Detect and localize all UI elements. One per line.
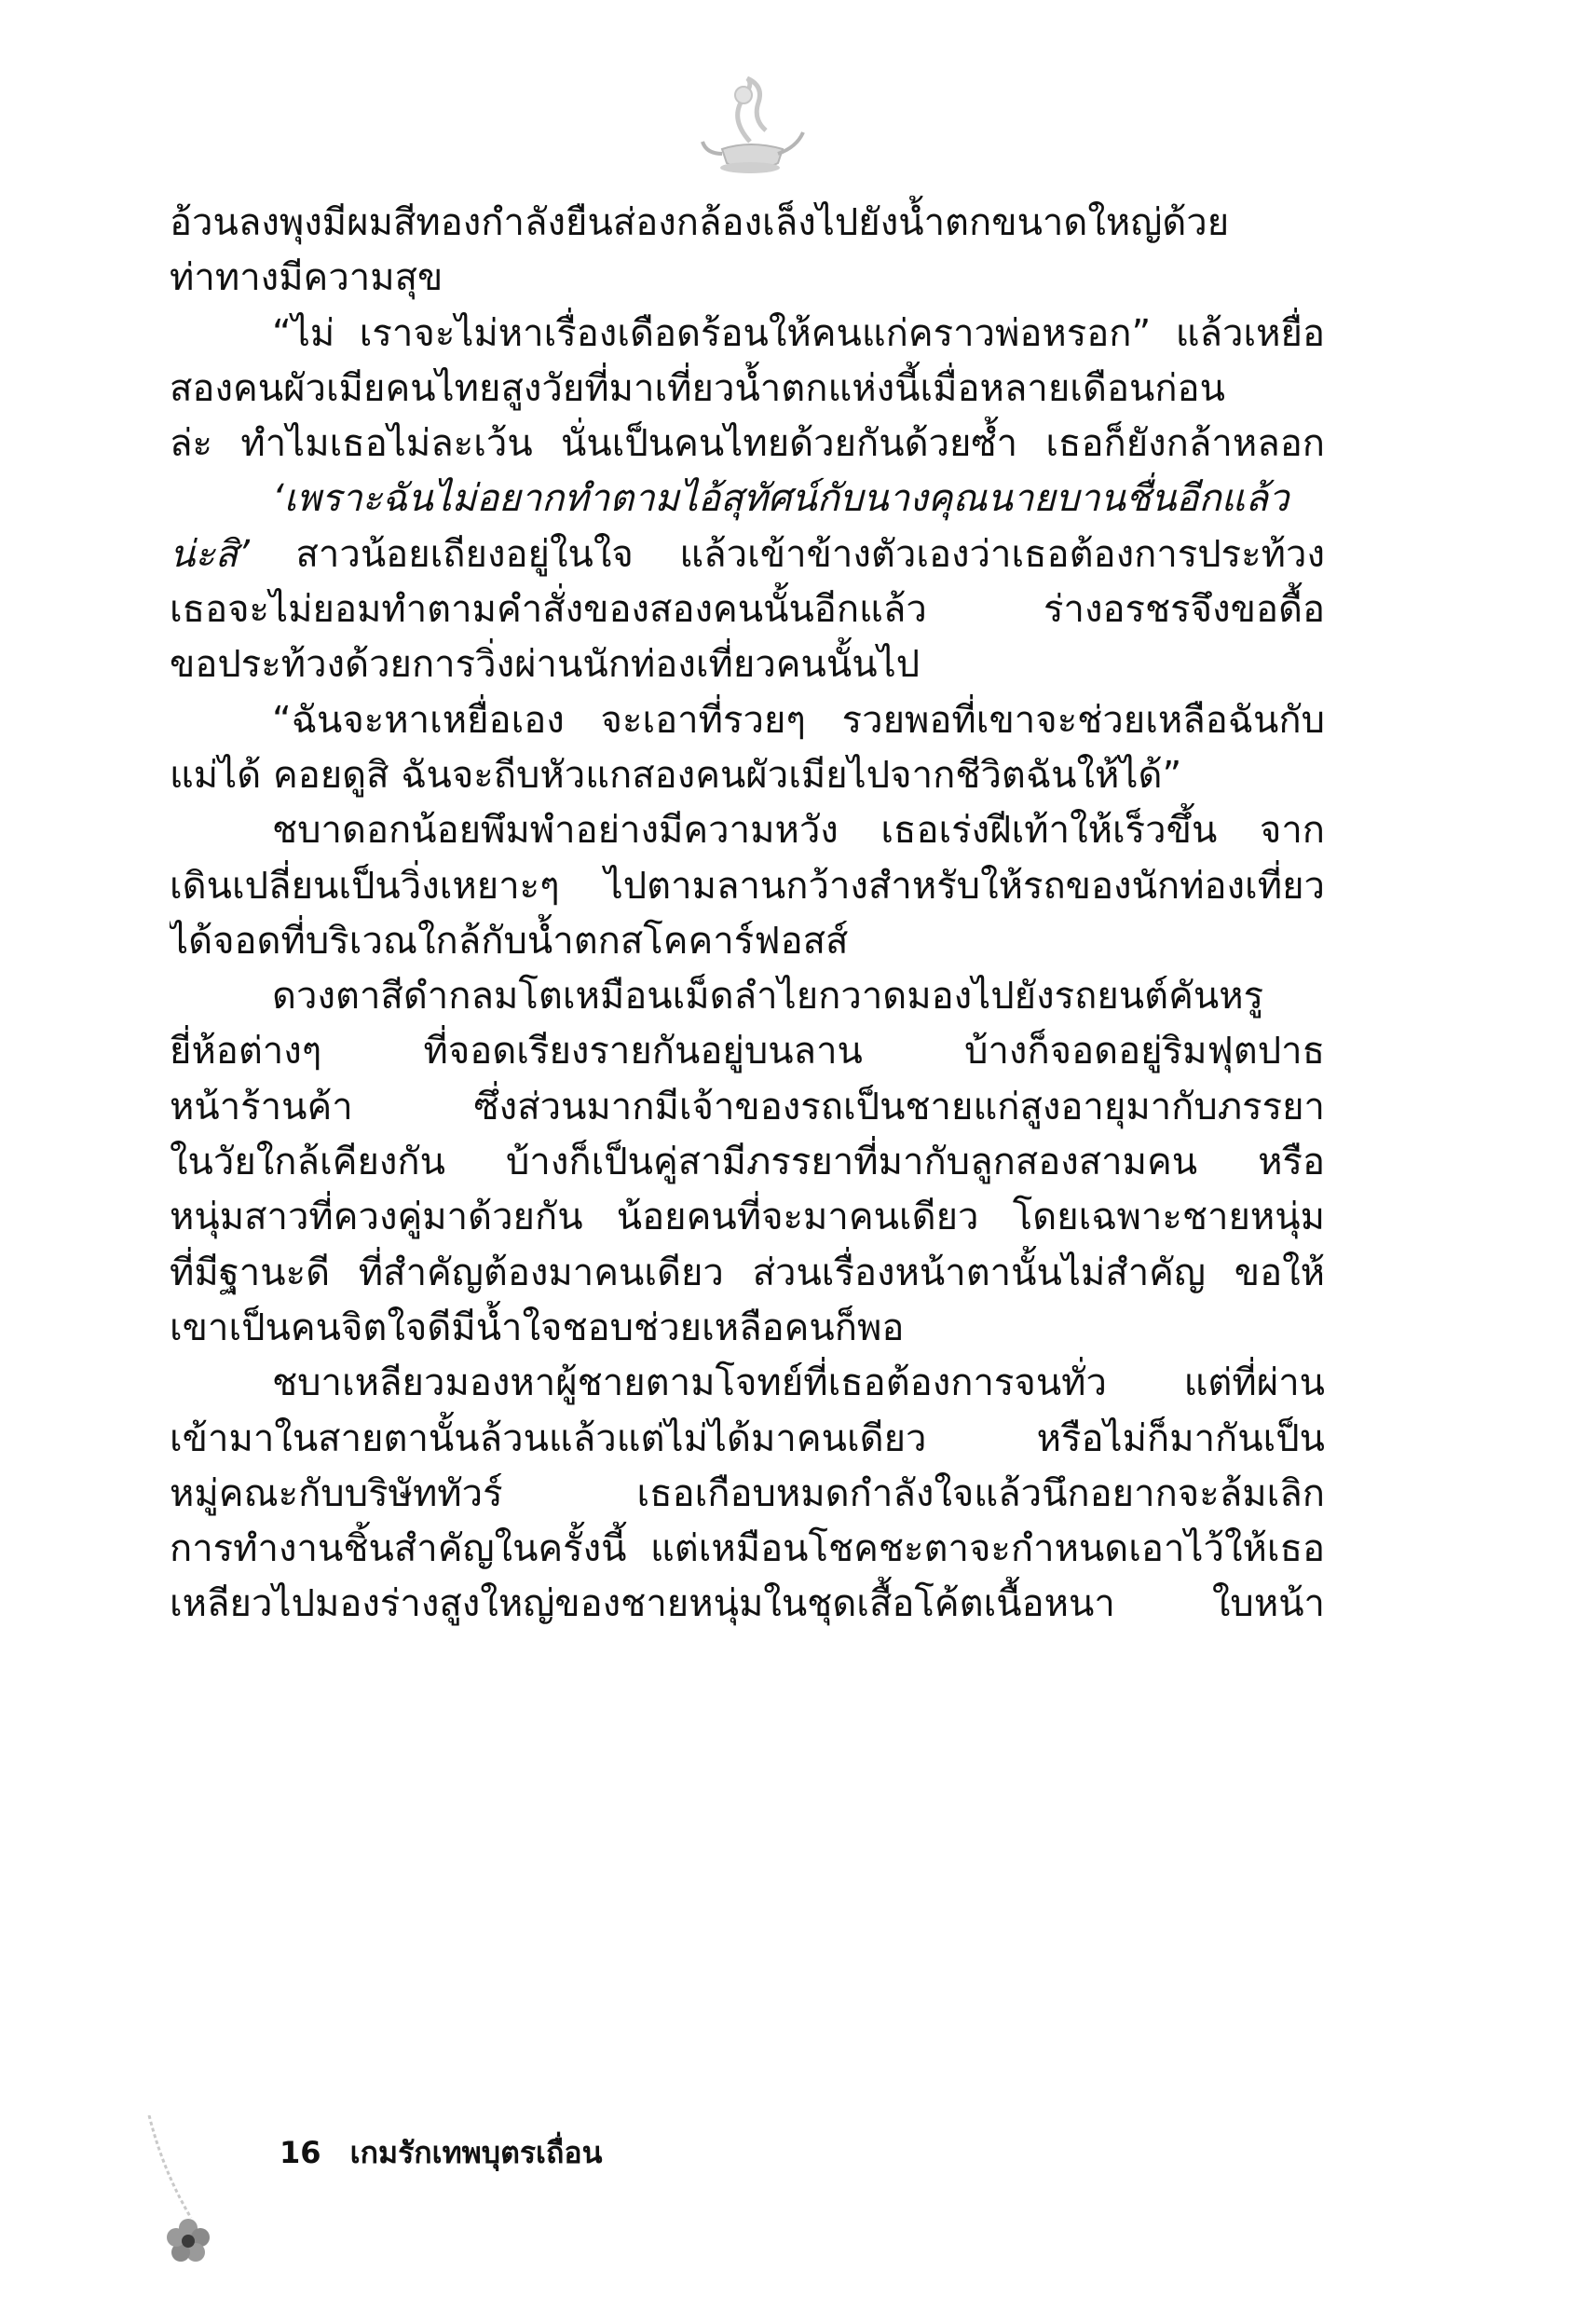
text-line (170, 362, 1325, 417)
line-text: การทำงานชิ้นสำคัญในครั้งนี้ แต่เหมือนโชคชะตาจะกำหนดเอาไว้ให้เธอ (170, 1527, 1325, 1571)
text-line (170, 914, 1325, 969)
line-text: ได้จอดที่บริเวณใกล้กับน้ำตกสโคคาร์ฟอสส์ (170, 919, 849, 963)
text-line (170, 251, 1325, 306)
text-line (170, 1577, 1325, 1632)
line-text: แม่ได้ คอยดูสิ ฉันจะถีบหัวแกสองคนผัวเมียไปจากชีวิตฉันให้ได้” (170, 753, 1182, 797)
text-line (170, 1522, 1325, 1577)
line-text: เดินเปลี่ยนเป็นวิ่งเหยาะๆ ไปตามลานกว้างสำหรับให้รถของนักท่องเที่ยว (170, 864, 1325, 908)
line-text: ยี่ห้อต่างๆ ที่จอดเรียงรายกันอยู่บนลาน บ้างก็จอดอยู่ริมฟุตปาธ (170, 1030, 1325, 1073)
text-line (170, 582, 1325, 637)
page-body-text (170, 196, 1325, 1633)
text-line (170, 1135, 1325, 1190)
text-line (170, 748, 1325, 803)
italic-text: น่ะสิ’ (170, 532, 250, 576)
line-text: “ฉันจะหาเหยื่อเอง จะเอาที่รวยๆ รวยพอที่เขาจะช่วยเหลือฉันกับ (272, 698, 1325, 742)
line-text: เขาเป็นคนจิตใจดีมีน้ำใจชอบช่วยเหลือคนก็พอ (170, 1306, 905, 1349)
book-title: เกมรักเทพบุตรเถื่อน (349, 2135, 603, 2170)
flower-pendant-icon (140, 2115, 242, 2274)
line-text: ในวัยใกล้เคียงกัน บ้างก็เป็นคู่สามีภรรยาที่มากับลูกสองสามคน หรือ (170, 1141, 1325, 1184)
text-line (170, 1356, 1325, 1411)
text-line (170, 1024, 1325, 1079)
text-line (170, 1412, 1325, 1467)
line-text: สาวน้อยเถียงอยู่ในใจ แล้วเข้าข้างตัวเองว่าเธอต้องการประท้วง (249, 532, 1325, 576)
text-line (170, 307, 1325, 362)
text-line (170, 1080, 1325, 1135)
line-text: ขอประท้วงด้วยการวิ่งผ่านนักท่องเที่ยวคนนั้นไป (170, 643, 921, 687)
text-line (170, 472, 1325, 526)
text-line (170, 1246, 1325, 1301)
page-number: 16 (280, 2135, 321, 2170)
text-line (170, 196, 1325, 251)
line-text: หนุ่มสาวที่ควงคู่มาด้วยกัน น้อยคนที่จะมาคนเดียว โดยเฉพาะชายหนุ่ม (170, 1196, 1325, 1239)
text-line (170, 859, 1325, 914)
line-text: ท่าทางมีความสุข (170, 256, 443, 300)
line-text: สองคนผัวเมียคนไทยสูงวัยที่มาเที่ยวน้ำตกแห่งนี้เมื่อหลายเดือนก่อน (170, 366, 1225, 410)
text-line (170, 1190, 1325, 1245)
line-text: ชบาเหลียวมองหาผู้ชายตามโจทย์ที่เธอต้องการจนทั่ว แต่ที่ผ่าน (272, 1361, 1325, 1405)
text-line (170, 803, 1325, 858)
line-text: ดวงตาสีดำกลมโตเหมือนเม็ดลำไยกวาดมองไปยังรถยนต์คันหรู (272, 975, 1264, 1019)
text-line (170, 527, 1325, 582)
line-text: ล่ะ ทำไมเธอไม่ละเว้น นั่นเป็นคนไทยด้วยกันด้วยซ้ำ เธอก็ยังกล้าหลอก (170, 422, 1325, 466)
text-line (170, 1301, 1325, 1356)
line-text: หน้าร้านค้า ซึ่งส่วนมากมีเจ้าของรถเป็นชายแก่สูงอายุมากับภรรยา (170, 1085, 1325, 1128)
line-text: ชบาดอกน้อยพึมพำอย่างมีความหวัง เธอเร่งฝีเท้าให้เร็วขึ้น จาก (272, 809, 1325, 853)
text-line (170, 969, 1325, 1024)
lamp-ornament-icon (689, 75, 811, 186)
line-text: ‘เพราะฉันไม่อยากทำตามไอ้สุทัศน์กับนางคุณนายบานชื่นอีกแล้ว (272, 477, 1289, 521)
text-line (170, 417, 1325, 472)
text-line (170, 637, 1325, 692)
line-text: เข้ามาในสายตานั้นล้วนแล้วแต่ไม่ได้มาคนเดียว หรือไม่ก็มากันเป็น (170, 1416, 1325, 1460)
line-text: หมู่คณะกับบริษัททัวร์ เธอเกือบหมดกำลังใจแล้วนึกอยากจะล้มเลิก (170, 1471, 1325, 1515)
text-line (170, 1467, 1325, 1522)
text-line (170, 693, 1325, 748)
line-text: อ้วนลงพุงมีผมสีทองกำลังยืนส่องกล้องเล็งไปยังน้ำตกขนาดใหญ่ด้วย (170, 201, 1230, 244)
line-text: เธอจะไม่ยอมทำตามคำสั่งของสองคนนั้นอีกแล้ว ร่างอรชรจึงขอดื้อ (170, 588, 1325, 632)
line-text: ที่มีฐานะดี ที่สำคัญต้องมาคนเดียว ส่วนเรื่องหน้าตานั้นไม่สำคัญ ขอให้ (170, 1251, 1325, 1294)
line-text: “ไม่ เราจะไม่หาเรื่องเดือดร้อนให้คนแก่คราวพ่อหรอก” แล้วเหยื่อ (272, 311, 1325, 355)
page-footer (280, 2134, 602, 2171)
line-text: เหลียวไปมองร่างสูงใหญ่ของชายหนุ่มในชุดเสื้อโค้ตเนื้อหนา ใบหน้า (170, 1582, 1325, 1626)
